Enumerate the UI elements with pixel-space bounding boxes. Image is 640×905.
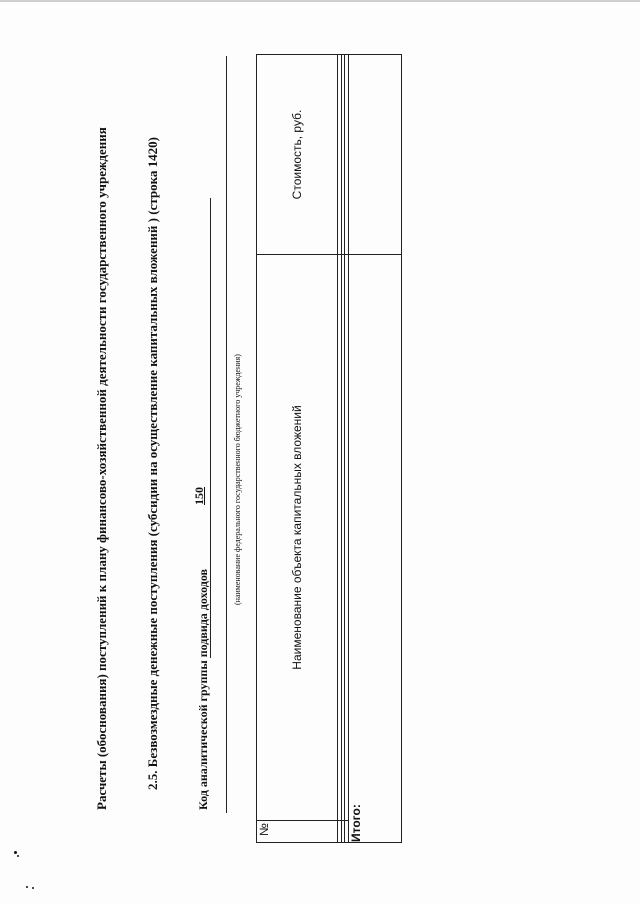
table-header-row <box>257 55 338 843</box>
total-value-cell <box>348 55 401 255</box>
section-title: 2.5. Безвозмездные денежные поступления (субсидии на осуществление капитальных вложений ) (строка 1420) <box>145 137 160 790</box>
income-code-underline <box>210 198 211 658</box>
table-total-row <box>348 55 401 843</box>
total-label: Итого: <box>348 255 401 843</box>
income-code-value: 150 <box>192 487 206 505</box>
column-header-cost: Стоимость, руб. <box>257 55 338 255</box>
institution-caption: (наименование федерального государственного бюджетного учреждения) <box>233 354 242 605</box>
column-header-object-name: Наименование объекта капитальных вложений <box>257 255 338 821</box>
scan-speck <box>17 855 19 857</box>
column-header-number: № <box>257 821 338 843</box>
scan-speck <box>14 851 17 854</box>
capital-investments-table <box>256 54 402 843</box>
institution-name-line <box>226 56 227 813</box>
scan-speck <box>32 887 34 889</box>
scan-speck <box>26 886 28 888</box>
income-code-label: Код аналитической группы подвида доходов <box>196 568 210 810</box>
document-title: Расчеты (обоснования) поступлений к плану финансово-хозяйственной деятельности государственного учреждения <box>94 127 109 810</box>
